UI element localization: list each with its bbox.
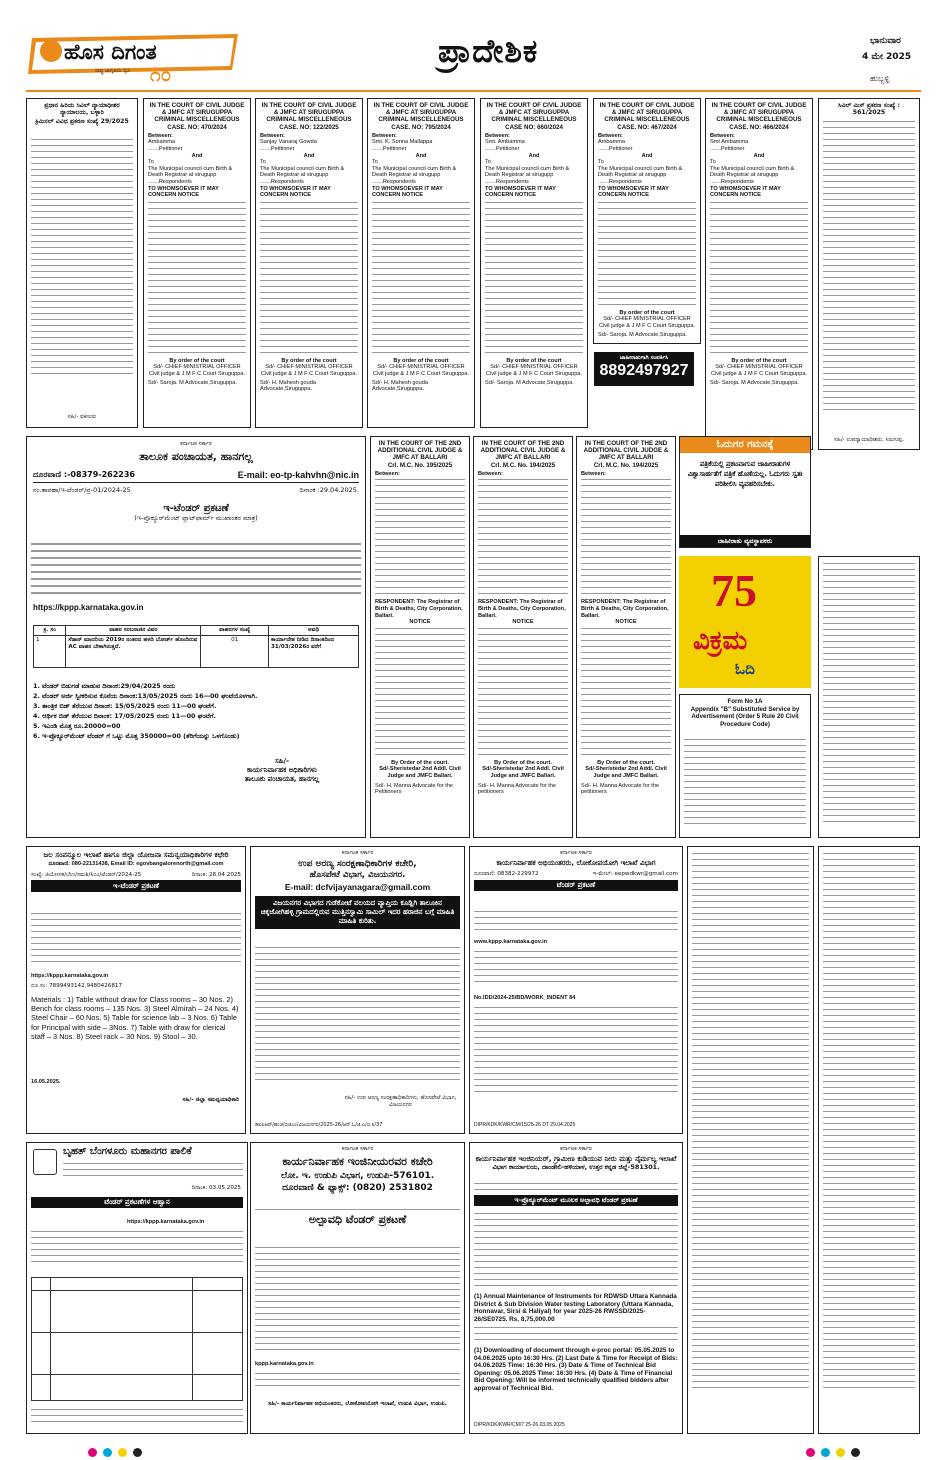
notice-body — [581, 628, 671, 755]
logo-title: ಹೊಸ ದಿಗಂತ — [64, 40, 157, 64]
between-label: Between: — [581, 470, 606, 477]
bbmp-emblem — [33, 1149, 57, 1175]
signed-label: Sd/- CHIEF MINISTRIAL OFFICER Civil judge & J M F C Court Siruguppa. — [372, 364, 470, 377]
ad-title: ಕಾರ್ಯನಿರ್ವಾಹಕ ಇಂಜಿನೀಯರವರ ಕಚೇರಿ — [282, 1154, 433, 1168]
black-dot — [133, 1448, 142, 1457]
ad-contact — [474, 1183, 678, 1195]
table-cell: ಸೆಡಾನ್ ಮಾದರಿಯ 2019ರ ನಂತರದ ಹಳದಿ ಬೋರ್ಡ್ ಹೊಂದಿರುವ AC ವಾಹನ ಬೇಕಾಗಿರುತ್ತದೆ. — [66, 636, 201, 668]
ad-heading: ಇ-ಟೆಂಡರ್ ಪ್ರಕಟಣೆ — [31, 880, 241, 892]
notice-label: NOTICE — [512, 619, 534, 626]
court-title: IN THE COURT OF THE 2ND ADDITIONAL CIVIL JUDGE & JMFC AT BALLARI — [583, 440, 669, 462]
between-label: Between: — [485, 132, 510, 139]
concern-label: TO WHOMSOEVER IT MAY CONCERN NOTICE — [485, 185, 556, 199]
case-number: Crl. M.C. No. 194/2025 — [490, 461, 556, 469]
order-label: By order of the court — [506, 357, 562, 364]
notice-label: NOTICE — [409, 619, 431, 626]
order-label: By order of the court — [731, 357, 787, 364]
phone-ad — [594, 352, 694, 386]
tender-govt: ಕರ್ನಾಟಕ ಸರ್ಕಾರ — [180, 441, 212, 447]
officer-label: Sd/-Sheristedar 2nd Addl. Civil Judge and JMFC Ballari. — [482, 766, 564, 779]
sign: ಸಹಿ/- — [275, 757, 289, 765]
ad-title: ಜಲ ಸಂಪನ್ಮೂಲ ಇಲಾಖೆ ಹಾಗೂ ಜಿಲ್ಲಾ ಯೋಜನಾ ಸಮನ್ವಯಾಧಿಕಾರಿಗಳ ಕಛೇರಿ — [43, 850, 229, 859]
ad-dates: (1) Downloading of document through e-proc portal: 05.05.2025 to 04.06.2025 upto 16:30 Hrs. (2) Last Date & Time for Receipt of Bids: 04.06.2025 Time: 16:30 Hrs. (3) Date & Time of Technical Bid Opening: 05.06.2025 Time: 16:30 Hrs. (4) Date & Time of Financial Bid Opening: Will be informed technically qualified bidders after approval of Technical Bid. — [474, 1347, 678, 1392]
kannada-notice-mid-3 — [687, 846, 814, 1434]
tender-hangal — [26, 436, 366, 838]
respondent-text: The Municipal council cum Birth & Death Registrar at sirugupp — [260, 165, 345, 179]
ad-url[interactable]: www.kppp.karnataka.gov.in — [474, 939, 548, 945]
order-label: By Order of the court. — [391, 759, 449, 766]
ad-sub: ವಿಭಾಗ ಕಾರ್ಯಾಲಯ, ದಾಂಡೇಲಿ-ಹಳಿಯಾಳ, ಉತ್ತರ ಕನ್ನಡ ಜಿಲ್ಲೆ-581301. — [492, 1162, 660, 1171]
respondent-label: RESPONDENT: The Registrar of Birth & Deaths, City Corporation, Ballari. — [478, 599, 566, 619]
court-title: IN THE COURT OF THE 2ND ADDITIONAL CIVIL JUDGE & JMFC AT BALLARI — [377, 440, 463, 462]
masthead-city: ಹುಬ್ಬಳ್ಳಿ — [870, 74, 890, 83]
tender-table — [33, 625, 359, 668]
kannada-notice-right — [818, 98, 920, 450]
table-cell: ಕಾರ್ಯಾದೇಶ ನೀಡಿದ ದಿನಾಂಕದಿಂದ 31/03/2026ರ ವರೆಗೆ — [269, 636, 359, 668]
court-title: IN THE COURT OF CIVIL JUDGE & JMFC AT SIRUGUPPA CRIMINAL MISCELLENEOUS — [373, 102, 469, 124]
phone-ad-number: 8892497927 — [599, 361, 689, 379]
cyan-dot — [103, 1448, 112, 1457]
ad-govt: ಕರ್ನಾಟಕ ಸರ್ಕಾರ — [341, 1146, 374, 1152]
case-number: CASE. NO: 467/2024 — [617, 123, 677, 131]
ad-url[interactable]: https://kppp.karnataka.gov.in — [31, 973, 109, 979]
court-title: IN THE COURT OF CIVIL JUDGE & JMFC AT SIRUGUPPA CRIMINAL MISCELLENEOUS — [261, 102, 357, 124]
advocate: Sd/- H. Mahesh gouda Advocate,Siruguppa. — [372, 379, 428, 393]
petitioner-label: .......Petitioner — [148, 146, 183, 152]
signed-label: Sd/- CHIEF MINISTRIAL OFFICER Civil judge & J M F C Court Siruguppa. — [598, 316, 696, 329]
notice-body — [148, 202, 246, 353]
ballari-notice — [473, 436, 573, 838]
respondents-label: .......Respondents — [710, 178, 754, 185]
ad-phone: ದೂರವಾಣಿ: 080-22131438, Email ID: egovbangalorenorth@gmail.com — [48, 861, 224, 867]
and-label: And — [415, 152, 427, 159]
concern-label: TO WHOMSOEVER IT MAY CONCERN NOTICE — [598, 185, 669, 199]
ad-govt: ಕರ್ನಾಟಕ ಸರ್ಕಾರ — [560, 1146, 592, 1152]
tender-url[interactable]: https://kppp.karnataka.gov.in — [33, 603, 144, 612]
to-label: To — [372, 159, 378, 166]
case-number: Crl. M.C. No. 195/2025 — [387, 461, 453, 469]
notice-body — [375, 479, 465, 594]
to-label: To — [148, 159, 154, 166]
signed-label: Sd/- CHIEF MINISTRIAL OFFICER Civil judge & J M F C Court Siruguppa. — [710, 364, 808, 377]
ad-date: ದಿನಾಂಕ: 03.05.2025 — [191, 1185, 241, 1191]
notice-body — [372, 202, 470, 353]
respondents-label: .......Respondents — [148, 178, 192, 185]
petitioner-label: .......Petitioner — [598, 146, 633, 152]
between-label: Between: — [478, 470, 503, 477]
sign-label: Sd/- H. Manna Advocate for the Petitioners — [375, 782, 454, 796]
advocate: Sd/- Saroja. M Advocate,Siruguppa. — [710, 379, 799, 386]
notice-body — [478, 479, 568, 594]
vikrama-brand: ವಿಕ್ರಮ — [693, 626, 748, 656]
case-number: CASE. NO: 122/2025 — [279, 123, 339, 131]
between-label: Between: — [148, 132, 173, 139]
petitioner-name: Smt Ambamma — [710, 139, 749, 146]
yellow-dot — [836, 1448, 845, 1457]
signed-label: Sd/- CHIEF MINISTRIAL OFFICER Civil judge & J M F C Court Siruguppa. — [485, 364, 583, 377]
between-label: Between: — [598, 132, 623, 139]
reader-box-footer: ಜಾಹೀರಾತು ವ್ಯವಸ್ಥಾಪಕರು — [680, 535, 810, 547]
table-cell: 1 — [34, 636, 66, 668]
ad-date: ದಿನಾಂಕ: 28.04.2025 — [191, 871, 241, 878]
kannada-notice-right-2 — [818, 556, 920, 838]
registration-dots-left — [88, 1442, 148, 1460]
notice-body — [485, 202, 583, 353]
ad-heading: ಇ-ಪ್ರೊಕ್ಯೂರ್‌ಮೆಂಟ್ ಮೂಲಕ ಅಲ್ಪಾವಧಿ ಟೆಂಡರ್ ಪ್ರಕಟಣೆ — [474, 1195, 678, 1206]
to-label: To — [485, 159, 491, 166]
tender-date: ದಿನಾಂಕ :29.04.2025. — [299, 485, 359, 494]
respondent-text: The Municipal council cum Birth & Death Registrar at sirugupp — [148, 165, 233, 179]
table-cell: 01 — [201, 636, 269, 668]
masthead-day: ಭಾನುವಾರ — [870, 36, 901, 46]
ad-heading: ಟೆಂಡರ್ ಪ್ರಕಟಣೆ — [474, 880, 678, 891]
notice-body — [823, 121, 915, 421]
tender-office: ತಾಲೂಕ ಪಂಚಾಯತ, ಹಾನಗಲ್ಲ — [139, 449, 253, 463]
sign-title: ಕಾರ್ಯನಿರ್ವಾಹಕ ಅಧಿಕಾರಿಗಳು — [247, 766, 317, 774]
tender-phone: ದೂರವಾಣಿ :-08379-262236 — [33, 469, 135, 479]
tender-ref: ನಂ.ತಾಪಹಾ/ಇ-ಟೆಂಡರ್/ಪ್ರ-01/2024-25 — [33, 485, 131, 494]
order-label: By order of the court — [169, 357, 225, 364]
reader-box-text: ಪತ್ರಿಕೆಯಲ್ಲಿ ಪ್ರಕಟವಾಗುವ ಜಾಹೀರಾತುಗಳ ವಿಶ್ವಾಸಾರ್ಹತೆಗೆ ಪತ್ರಿಕೆ ಹೊಣೆಯಲ್ಲ. ಓದುಗರು ಸ್ವತಃ ಪರಿಶೀಲಿಸಿ ವ್ಯವಹರಿಸಬೇಕು. — [687, 460, 803, 488]
notice-body — [598, 202, 696, 305]
ad-heading: ಟೆಂಡರ್ ಪ್ರಕಟಣೆಗಳ ಆಹ್ವಾನ — [31, 1197, 243, 1208]
logo-tagline: ರಾಷ್ಟ್ರ ಜಾಗೃತಿಯ ಧ್ವನಿ — [95, 68, 131, 74]
petitioner-name: Ambamma — [148, 139, 176, 146]
yellow-dot — [118, 1448, 127, 1457]
respondents-label: .......Respondents — [260, 178, 304, 185]
magenta-dot — [88, 1448, 97, 1457]
petitioner-name: Smt. Ambamma — [485, 139, 525, 146]
notice-body — [692, 853, 809, 1423]
notice-body — [31, 139, 133, 379]
ad-body — [474, 951, 678, 991]
and-label: And — [303, 152, 315, 159]
order-label: By order of the court — [619, 309, 675, 316]
ad-heading: ಅಲ್ಪಾವಧಿ ಟೆಂಡರ್ ಪ್ರಕಟಣೆ — [308, 1212, 407, 1226]
case-notice — [255, 98, 363, 428]
masthead-date: 4 ಮೇ 2025 — [862, 52, 912, 62]
form-1a-notice — [679, 694, 811, 838]
notice-body — [710, 202, 808, 353]
ad-sub: ಹೊಸಪೇಟೆ ವಿಭಾಗ, ವಿಜಯನಗರ. — [309, 869, 406, 880]
case-notice — [705, 98, 813, 450]
vikrama-number: 75 — [711, 565, 757, 616]
ad-work: (1) Annual Maintenance of Instruments for RDWSD Uttara Kannada District & Sub Division Water testing Laboratory (Uttara Kannada, Honnavar, Sirsi & Haliyal) for year 2025-26 RWSSD/2025-26/SE0725. Rs. 8,75,000.00 — [474, 1293, 677, 1323]
between-label: Between: — [372, 132, 397, 139]
concern-label: TO WHOMSOEVER IT MAY CONCERN NOTICE — [710, 185, 781, 199]
tender-schedule — [33, 681, 359, 741]
tender-forest — [250, 846, 465, 1134]
respondents-label: .......Respondents — [598, 178, 642, 185]
petitioner-name: Smt. K. Sonna Mallappa — [372, 139, 433, 146]
schedule-item: 5. ಇಎಂಡಿ ಮೊತ್ತ ರೂ.20000=00 — [33, 722, 121, 730]
cyan-dot — [821, 1448, 830, 1457]
concern-label: TO WHOMSOEVER IT MAY CONCERN NOTICE — [260, 185, 331, 199]
form-body — [684, 739, 806, 829]
form-sub: Appendix "B" Substituted Service by Advertisement (Order 5 Rule 20 Civil Procedure Code) — [690, 706, 800, 728]
tender-karwar — [469, 846, 683, 1134]
case-notice — [593, 98, 701, 344]
case-number: Crl. M.C. No. 194/2025 — [593, 461, 659, 469]
ad-indent: No.IDD/2024-25/BD/WORK_INDENT 84 — [474, 995, 576, 1001]
ad-title: ಕಾರ್ಯನಿರ್ವಾಹಕ ಅಭಿಯಂತರರು, ಲೋಕೋಪಯೋಗಿ ಇಲಾಖೆ ವಿಭಾಗ — [496, 858, 656, 867]
petitioner-label: .......Petitioner — [260, 146, 295, 152]
schedule-item: 2. ಟೆಂಡರ್ ಅರ್ಜಿ ಸ್ವೀಕರಿಸುವ ಕೊನೆಯ ದಿನಾಂಕ:13/05/2025 ರಂದು 16—00 ಘಂಟೆಯೊಳಗಾಗಿ. — [33, 692, 258, 700]
respondents-label: .......Respondents — [372, 178, 416, 185]
to-label: To — [260, 159, 266, 166]
ad-title: ಕಾರ್ಯನಿರ್ವಾಹಕ ಇಂಜಿನಿಯರ್, ಗ್ರಾಮೀಣ ಕುಡಿಯುವ ನೀರು ಮತ್ತು ನೈರ್ಮಲ್ಯ ಇಲಾಖೆ — [475, 1153, 677, 1163]
ad-table — [31, 1277, 243, 1401]
tender-signature — [207, 757, 357, 784]
vikrama-ad — [679, 556, 811, 688]
phone-ad-label: ಜಾಹೀರಾತುಗಾಗಿ ಸಂಪರ್ಕಿಸಿ — [619, 355, 669, 361]
kannada-notice-right-3 — [818, 846, 920, 1434]
logo-number: ೧೦ — [150, 64, 172, 86]
ad-body — [31, 913, 241, 973]
petitioner-name: Ambamma — [598, 139, 626, 146]
and-label: And — [528, 152, 540, 159]
magenta-dot — [806, 1448, 815, 1457]
schedule-item: 4. ಆರ್ಥಿಕ ಬಿಡ್ ತೆರೆಯುವ ದಿನಾಂಕ: 17/05/2025 ರಂದು 11—00 ಘಂಟೆಗೆ. — [33, 712, 216, 720]
ad-sub: ಲೋ. ಇ. ಉಡುಪಿ ವಿಭಾಗ, ಉಡುಪಿ-576101. — [280, 1170, 435, 1181]
kannada-notice-left — [26, 98, 138, 428]
notice-body — [581, 479, 671, 594]
advocate: Sd/- Saroja. M Advocate,Siruguppa. — [598, 331, 687, 338]
ad-materials: Materials : 1) Table without draw for Class rooms – 30 Nos. 2) Bench for class rooms – 135 Nos. 3) Steel Almirah – 24 Nos. 4) Steel Chair – 60 Nos. 5) Table for science lab – 3 Nos. 6) Table for Principal with side – 3Nos. 7) Table with draw for clerical staff – 3 Nos. 8) Steel rack – 30 Nos. 9) Stool – 30. — [31, 995, 239, 1041]
between-label: Between: — [375, 470, 400, 477]
case-notice — [367, 98, 475, 428]
ballari-notice — [370, 436, 470, 838]
ad-title: ಉಪ ಅರಣ್ಯ ಸಂರಕ್ಷಣಾಧಿಕಾರಿಗಳ ಕಚೇರಿ, — [298, 858, 417, 869]
masthead — [0, 0, 945, 92]
notice-body — [823, 563, 915, 833]
notice-case: ಸಿವಿಲ್ ಮಿಸ್ ಪ್ರಕರಣ ಸಂಖ್ಯೆ : 561/2025 — [838, 102, 900, 117]
petitioner-label: .......Petitioner — [372, 146, 407, 152]
concern-label: TO WHOMSOEVER IT MAY CONCERN NOTICE — [148, 185, 219, 199]
respondent-text: The Municipal council cum Birth & Death Registrar at sirugupp — [598, 165, 683, 179]
reader-box-title: ಓದುಗರ ಗಮನಕ್ಕೆ — [680, 437, 810, 453]
order-label: By Order of the court. — [597, 759, 655, 766]
ad-ref: DIPR/KDK/KWR/CM/15/25-26 DT 29.04.2025 — [474, 1122, 576, 1129]
concern-label: TO WHOMSOEVER IT MAY CONCERN NOTICE — [372, 185, 443, 199]
form-title: Form No 1A — [727, 698, 763, 705]
case-notice — [480, 98, 588, 428]
ad-body — [255, 1247, 460, 1357]
black-dot — [851, 1448, 860, 1457]
advocate: Sd/- Saroja. M Advocate,Siruguppa. — [485, 379, 574, 386]
ad-body — [474, 1327, 678, 1347]
notice-case: ಕ್ರಿಮಿನಲ್ ವಿವಿಧ ಪ್ರಕರಣ ಸಂಖ್ಯೆ 29/2025 — [35, 118, 129, 126]
table-header: ಕ್ರ. ಸಂ — [34, 626, 66, 636]
ad-address — [63, 1163, 243, 1183]
sign-label: Sd/- H. Manna Advocate for the petitioners — [581, 782, 660, 796]
case-number: CASE. NO: 795/2024 — [391, 123, 451, 131]
table-header: ಅವಧಿ — [269, 626, 359, 636]
court-title: IN THE COURT OF THE 2ND ADDITIONAL CIVIL JUDGE & JMFC AT BALLARI — [480, 440, 566, 462]
notice-label: NOTICE — [615, 619, 637, 626]
sign-label: Sd/- H. Manna Advocate for the petitioners — [478, 782, 557, 796]
to-label: To — [598, 159, 604, 166]
court-title: IN THE COURT OF CIVIL JUDGE & JMFC AT SIRUGUPPA CRIMINAL MISCELLENEOUS — [599, 102, 695, 124]
notice-footer: ಸಹಿ/- ವಕೀಲರು — [67, 414, 97, 421]
ad-url[interactable]: https://kppp.karnataka.gov.in — [127, 1219, 205, 1225]
officer-label: Sd/-Sheristedar 2nd Addl. Civil Judge and JMFC Ballari. — [585, 766, 667, 779]
advocate: Sd/- Saroja. M Advocate,Siruguppa. — [148, 379, 237, 386]
notice-body — [478, 628, 568, 755]
ad-ref: DIPR/KDK/KWR/CM/7 25-26 03.05.2025 — [474, 1422, 565, 1429]
ad-body — [474, 1213, 678, 1293]
court-title: IN THE COURT OF CIVIL JUDGE & JMFC AT SIRUGUPPA CRIMINAL MISCELLENEOUS — [486, 102, 582, 124]
ad-body — [31, 1231, 243, 1271]
notice-body — [823, 853, 915, 1423]
schedule-item: 6. ಇ-ಪ್ರೊಕ್ಯೂರ್‌ಮೆಂಟ್ ಟೆಂಡರ್ ಗೆ ಒಟ್ಟು ಮೊತ್ತ 350000=00 (ತೆರಿಗೆಯನ್ನು ಒಳಗೊಂಡು) — [33, 732, 240, 740]
registration-dots-right — [806, 1442, 866, 1460]
ad-sign: ಸಹಿ/- ಜಿಲ್ಲಾ ಸಮನ್ವಯಾಧಿಕಾರಿ — [182, 1097, 239, 1103]
notice-body — [260, 202, 358, 353]
schedule-item: 3. ತಾಂತ್ರಿಕ ಬಿಡ್ ತೆರೆಯುವ ದಿನಾಂಕ: 15/05/2025 ರಂದು 11—00 ಘಂಟೆಗೆ. — [33, 702, 217, 710]
tender-udupi — [250, 1142, 465, 1434]
ad-email: ಇ-ಮೇಲ್: eepwdkwr@gmail.com — [592, 870, 678, 877]
ad-govt: ಕರ್ನಾಟಕ ಸರ್ಕಾರ — [341, 850, 374, 856]
court-title: IN THE COURT OF CIVIL JUDGE & JMFC AT SIRUGUPPA CRIMINAL MISCELLENEOUS — [711, 102, 807, 124]
and-label: And — [191, 152, 203, 159]
ad-body — [255, 947, 460, 1087]
ad-email: E-mail: dcfvijayanagara@gmail.com — [284, 881, 431, 892]
section-title: ಪ್ರಾದೇಶಿಕ — [438, 32, 539, 70]
notice-title: ಪ್ರಧಾನ ಹಿರಿಯ ಸಿವಿಲ್ ನ್ಯಾಯಾಧೀಶರ ನ್ಯಾಯಾಲಯ, ಬಳ್ಳಾರಿ — [44, 102, 120, 117]
officer-label: Sd/-Sheristedar 2nd Addl. Civil Judge and JMFC Ballari. — [379, 766, 461, 779]
sign-office: ತಾಲೂಕು ಪಂಚಾಯತ, ಹಾನಗಲ್ಲ — [244, 775, 320, 783]
ad-url[interactable]: kppp.karnataka.gov.in — [255, 1361, 314, 1367]
petitioner-label: .......Petitioner — [710, 146, 745, 152]
order-label: By order of the court — [393, 357, 449, 364]
ad-deadline: 16.05.2025. — [31, 1079, 61, 1085]
masthead-rule — [26, 90, 921, 92]
ad-sign: ಸಹಿ/- ಉಪ ಅರಣ್ಯ ಸಂರಕ್ಷಣಾಧಿಕಾರಿಗಳು, ಹೊಸಪೇಟೆ ವಿಭಾಗ, ವಿಜಯನಗರ — [344, 1095, 457, 1108]
ballari-notice — [576, 436, 676, 838]
tender-email: E-mail: eo-tp-kahvhn@nic.in — [237, 469, 359, 480]
case-number: CASE. NO: 470/2024 — [167, 123, 227, 131]
case-number: CASE NO: 660/2024 — [505, 123, 563, 131]
order-label: By order of the court — [281, 357, 337, 364]
ad-title: ಬೃಹತ್ ಬೆಂಗಳೂರು ಮಹಾನಗರ ಪಾಲಿಕೆ — [63, 1146, 192, 1157]
signed-label: Sd/- CHIEF MINISTRIAL OFFICER Civil judge & J M F C Court Siruguppa. — [148, 364, 246, 377]
table-header: ವಾಹನ ಸರಬರಾಜಿನ ವಿವರ — [66, 626, 201, 636]
signed-label: Sd/- CHIEF MINISTRIAL OFFICER Civil judge & J M F C Court Siruguppa. — [260, 364, 358, 377]
respondent-label: RESPONDENT: The Registrar of Birth & Deaths, City Corporation, Ballari. — [581, 599, 669, 619]
ad-ref: ಸಂಖ್ಯೆ: ಜಿಯೋಸಕ/ಬೆಉ/ಸಮಶಿ/ಸಿಎಂ/ಟೆಂಡರ್/2024-25 — [31, 871, 142, 878]
between-label: Between: — [710, 132, 735, 139]
ad-ref: ಡಿಐಪಿಆರ್/ಹಂಚ/ಬಿಜಿಎಂ/ವಿಜಯನಗರ/2025-26/ಆರ್.ಓ/ಜಿ.ಎ/ಬಿ.ಸಿ/37 — [255, 1122, 383, 1129]
and-label: And — [753, 152, 765, 159]
petitioner-name: Sanjay Vanaraj Gowda — [260, 139, 317, 146]
case-number: CASE. NO: 466/2024 — [729, 123, 789, 131]
notice-footer: ಸಹಿ/- ಉಪನ್ಯಾಯಾಧೀಶರು, ಸಿರುಗುಪ್ಪ. — [834, 437, 904, 444]
order-label: By Order of the court. — [494, 759, 552, 766]
ad-phone: ದೂರವಾಣಿ & ಫ್ಯಾಕ್ಸ್: (0820) 2531802 — [282, 1182, 433, 1193]
to-label: To — [710, 159, 716, 166]
respondent-label: RESPONDENT: The Registrar of Birth & Deaths, City Corporation, Ballari. — [375, 599, 463, 619]
ad-footer — [31, 1409, 243, 1429]
tender-bbmp — [26, 1142, 248, 1434]
respondent-text: The Municipal council cum Birth & Death Registrar at sirugupp — [485, 165, 570, 179]
and-label: And — [641, 152, 653, 159]
reader-box — [679, 436, 811, 548]
tender-heading: ಇ-ಟೆಂಡರ್ ಪ್ರಕಟಣೆ — [163, 502, 229, 514]
case-notice — [143, 98, 251, 428]
logo-circle — [40, 40, 62, 62]
tender-sirsi — [469, 1142, 683, 1434]
court-title: IN THE COURT OF CIVIL JUDGE & JMFC AT SIRUGUPPA CRIMINAL MISCELLENEOUS — [149, 102, 245, 124]
advocate: Sd/- H. Mahesh gouda Advocate,Siruguppa. — [260, 379, 316, 393]
ad-govt: ಕರ್ನಾಟಕ ಸರ್ಕಾರ — [560, 850, 592, 856]
ad-body — [474, 911, 678, 941]
ad-ref-line — [255, 1209, 460, 1215]
ad-phone2: ದೂ.ಸಂ: 7899493142,9480426817 — [31, 983, 123, 989]
tender-tribal — [26, 846, 246, 1134]
ad-sign: ಸಹಿ/- ಕಾರ್ಯನಿರ್ವಾಹಕ ಅಭಿಯಂತರರು, ಲೋಕೋಪಯೋಗಿ ಇಲಾಖೆ, ಉಡುಪಿ ವಿಭಾಗ, ಉಡುಪಿ. — [268, 1401, 447, 1407]
petitioner-label: .......Petitioner — [485, 146, 520, 152]
respondent-text: The Municipal council cum Birth & Death Registrar at sirugupp — [372, 165, 457, 179]
respondent-text: The Municipal council cum Birth & Death Registrar at sirugupp — [710, 165, 795, 179]
tender-subheading: (ಇ-ಪ್ರೊಕ್ಯೂರ್‌ಮೆಂಟ್ ಪ್ಲಾಟ್‌ಫಾರ್ಮ್ ಮುಖಾಂತರ ಮಾತ್ರ) — [134, 513, 258, 522]
respondents-label: .......Respondents — [485, 178, 529, 185]
ad-banner: ವಿಜಯನಗರ ವಿಭಾಗದ ಗುಡೆಕೋಟೆ ವಲಯದ ವ್ಯಾಪ್ತಿಯ ಕೂಡ್ಲಿಗಿ ತಾಲೂಕಿನ ಚಿಕ್ಕಜೋಗಿಹಳ್ಳಿ ಗ್ರಾಮದಲ್ಲಿರುವ ಮುತ್ತಿನಸ್ವಾಮಿ ಸಾಮಿಲ್ ಇದರ ಹರಾಜಿನ ಬಗ್ಗೆ ಮಾಹಿತಿ ಮಾಹಿತಿ ಕುರಿತು. — [255, 896, 460, 929]
vikrama-sub: ಓದಿ — [735, 660, 755, 678]
table-header: ವಾಹನಗಳ ಸಂಖ್ಯೆ — [201, 626, 269, 636]
ad-phone: ದೂರವಾಣಿ: 08382-229972 — [474, 870, 539, 877]
notice-body — [375, 628, 465, 755]
schedule-item: 1. ಟೆಂಡರ್ ಬಿಡುಗಡೆ ಮಾಡುವ ದಿನಾಂಕ:29/04/2025 ರಂದು — [33, 682, 176, 690]
ad-body — [255, 1373, 460, 1397]
between-label: Between: — [260, 132, 285, 139]
ad-body — [474, 1007, 678, 1107]
